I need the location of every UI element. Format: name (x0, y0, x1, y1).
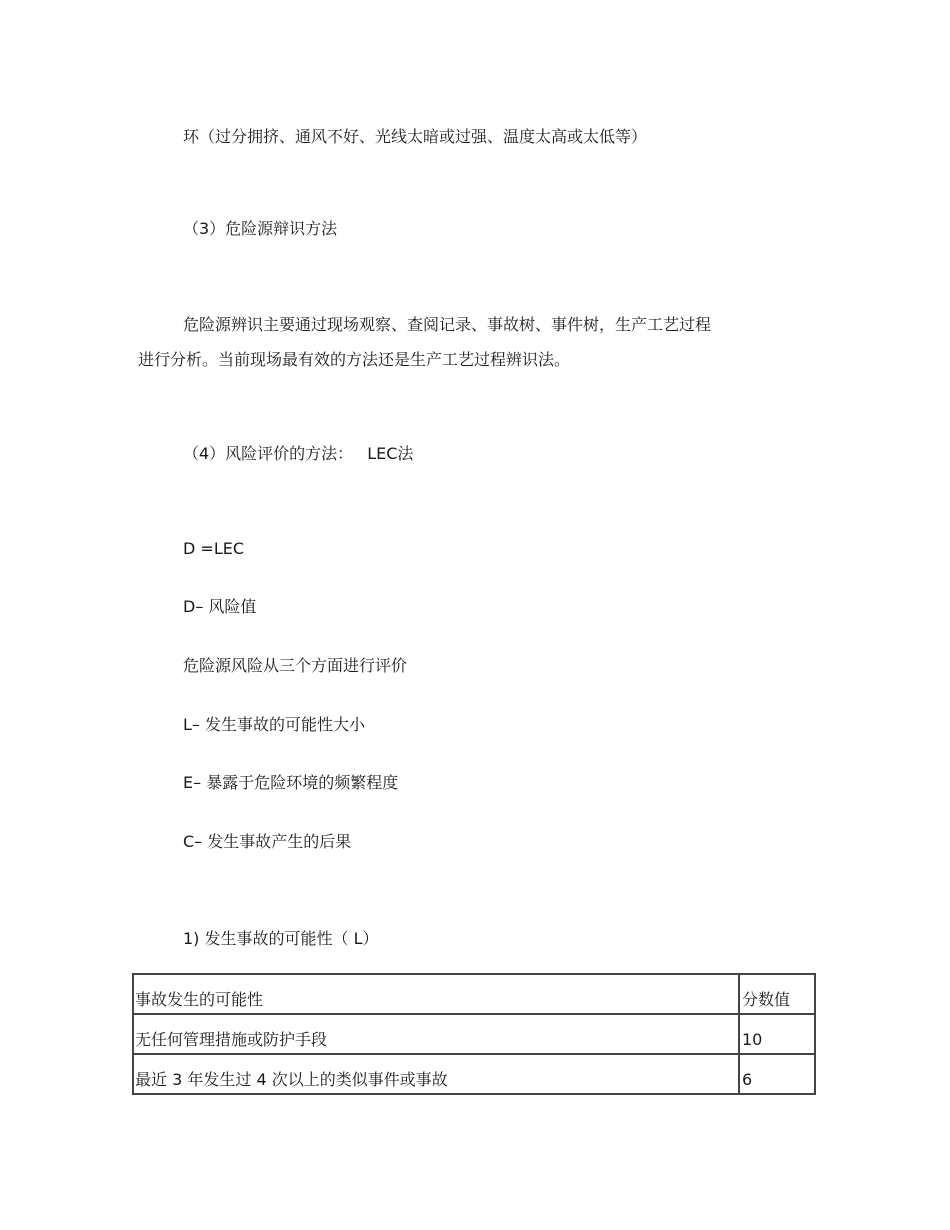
l-definition: L– 发生事故的可能性大小 (183, 715, 366, 734)
table-cell-description: 无任何管理措施或防护手段 (134, 1015, 740, 1053)
table-caption: 1) 发生事故的可能性（ L） (183, 929, 379, 948)
section-3-body-line-1: 危险源辨识主要通过现场观察、查阅记录、事故树、事件树，生产工艺过程 (183, 315, 712, 334)
table-cell-score: 10 (742, 1030, 763, 1049)
table-row (134, 1013, 814, 1053)
e-definition: E– 暴露于危险环境的频繁程度 (183, 773, 399, 792)
evaluation-intro: 危险源风险从三个方面进行评价 (183, 656, 408, 675)
section-3-body-line-2: 进行分析。当前现场最有效的方法还是生产工艺过程辨识法。 (138, 350, 571, 369)
section-3-heading: （3）危险源辩识方法 (183, 219, 338, 238)
table-row (134, 1053, 814, 1093)
env-line: 环（过分拥挤、通风不好、光线太暗或过强、温度太高或太低等） (183, 127, 648, 146)
table-cell-score: 6 (742, 1070, 753, 1089)
d-definition: D– 风险值 (183, 597, 257, 616)
section-4-heading-prefix: （4）风险评价的方法： (183, 444, 354, 463)
section-4-heading-method: LEC法 (367, 444, 414, 463)
likelihood-table (132, 973, 816, 1095)
table-cell-description: 最近 3 年发生过 4 次以上的类似事件或事故 (134, 1055, 740, 1093)
c-definition: C– 发生事故产生的后果 (183, 832, 352, 851)
section-4-heading (183, 443, 413, 465)
table-header-row (134, 975, 814, 1013)
header-cell-score: 分数值 (742, 990, 791, 1009)
formula: D =LEC (183, 539, 245, 558)
header-cell-likelihood: 事故发生的可能性 (134, 975, 740, 1013)
